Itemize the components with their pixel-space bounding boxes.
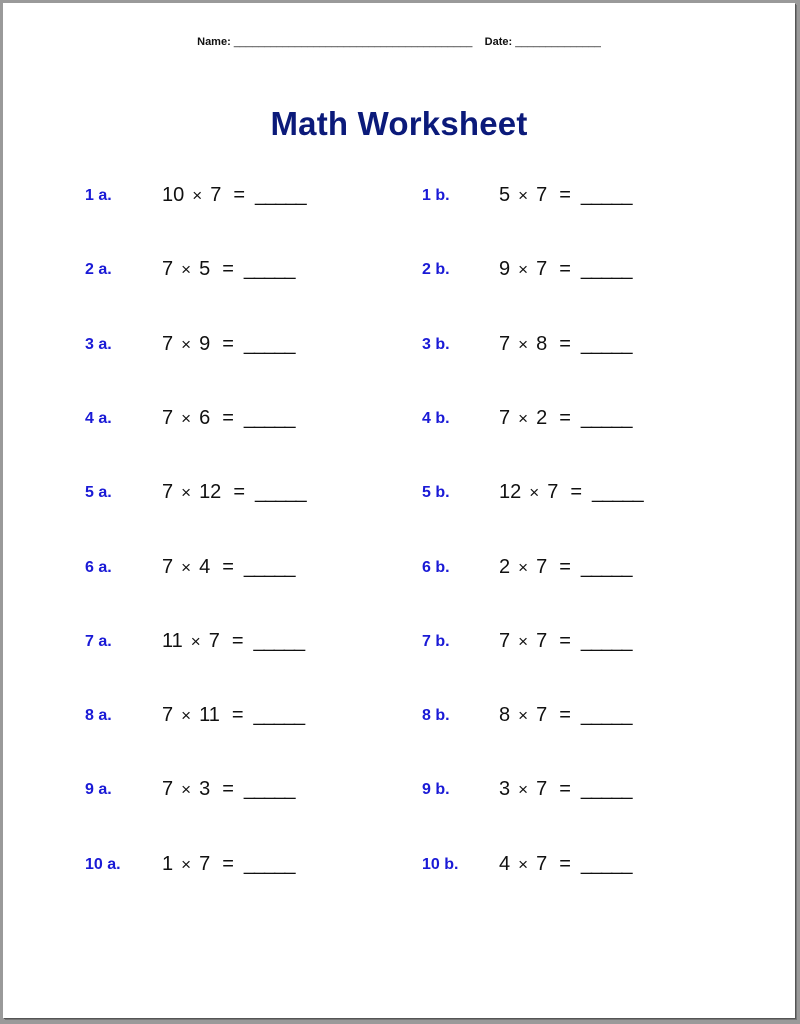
problem-label: 4 b.: [422, 410, 450, 427]
times-sign: ×: [518, 780, 529, 799]
equals-sign: =: [559, 556, 571, 578]
problem-expression: [499, 556, 632, 579]
times-sign: ×: [518, 260, 529, 279]
problem-expression: [162, 630, 304, 653]
times-sign: ×: [518, 855, 529, 874]
problem-expression: [162, 407, 295, 430]
times-sign: ×: [181, 483, 192, 502]
equals-sign: =: [233, 184, 245, 206]
answer-blank: _____: [255, 184, 306, 206]
equals-sign: =: [222, 258, 234, 280]
equals-sign: =: [222, 556, 234, 578]
answer-blank: _____: [580, 778, 632, 800]
answer-blank: _____: [255, 481, 306, 503]
times-sign: ×: [181, 855, 192, 874]
problem-expression: [499, 630, 632, 653]
header-line: [3, 36, 795, 48]
problem-expression: [162, 184, 306, 207]
left-operand: 7: [162, 407, 174, 429]
right-operand: 5: [199, 258, 211, 280]
right-operand: 7: [199, 853, 211, 875]
right-operand: 7: [208, 630, 220, 652]
answer-blank: _____: [580, 630, 632, 652]
right-operand: 7: [536, 630, 548, 652]
problem-expression: [162, 258, 295, 281]
problem-label: 7 a.: [85, 633, 112, 650]
left-operand: 8: [499, 704, 511, 726]
left-operand: 7: [499, 630, 511, 652]
problem-label: 7 b.: [422, 633, 450, 650]
problem-expression: [499, 481, 643, 504]
equals-sign: =: [222, 853, 234, 875]
equals-sign: =: [222, 778, 234, 800]
right-operand: 9: [199, 333, 211, 355]
problem-label: 9 a.: [85, 781, 112, 798]
answer-blank: _____: [580, 556, 632, 578]
left-operand: 10: [162, 184, 185, 206]
equals-sign: =: [222, 407, 234, 429]
answer-blank: _____: [592, 481, 643, 503]
right-operand: 4: [199, 556, 211, 578]
times-sign: ×: [181, 780, 192, 799]
right-operand: 3: [199, 778, 211, 800]
right-operand: 7: [536, 704, 548, 726]
problem-label: 2 b.: [422, 261, 450, 278]
equals-sign: =: [231, 704, 244, 726]
answer-blank: _____: [580, 258, 632, 280]
times-sign: ×: [529, 483, 540, 502]
left-operand: 7: [162, 778, 174, 800]
times-sign: ×: [181, 558, 192, 577]
right-operand: 7: [536, 556, 548, 578]
answer-blank: _____: [243, 778, 295, 800]
problem-label: 8 a.: [85, 707, 112, 724]
problem-expression: [499, 333, 632, 356]
right-operand: 7: [536, 778, 548, 800]
times-sign: ×: [192, 186, 203, 205]
times-sign: ×: [518, 186, 529, 205]
equals-sign: =: [559, 184, 571, 206]
times-sign: ×: [190, 632, 201, 651]
times-sign: ×: [518, 706, 529, 725]
equals-sign: =: [559, 853, 571, 875]
name-blank: _______________________________________: [233, 36, 473, 48]
times-sign: ×: [181, 706, 192, 725]
times-sign: ×: [181, 409, 192, 428]
answer-blank: _____: [580, 184, 632, 206]
problem-label: 10 a.: [85, 856, 121, 873]
page-title: Math Worksheet: [270, 105, 528, 142]
left-operand: 7: [499, 407, 511, 429]
right-operand: 11: [199, 704, 220, 726]
right-operand: 7: [536, 258, 548, 280]
problem-expression: [162, 853, 295, 876]
problem-expression: [162, 481, 306, 504]
right-operand: 8: [536, 333, 548, 355]
answer-blank: _____: [580, 333, 632, 355]
equals-sign: =: [559, 630, 571, 652]
times-sign: ×: [181, 260, 192, 279]
problem-expression: [499, 407, 632, 430]
problem-expression: [162, 704, 304, 727]
date-blank: ______________: [515, 36, 601, 48]
answer-blank: _____: [580, 704, 632, 726]
problem-expression: [499, 184, 632, 207]
date-label: Date:: [484, 36, 513, 48]
left-operand: 7: [162, 556, 174, 578]
problem-label: 3 a.: [85, 336, 112, 353]
left-operand: 7: [162, 704, 174, 726]
times-sign: ×: [518, 558, 529, 577]
problem-expression: [499, 853, 632, 876]
equals-sign: =: [570, 481, 582, 503]
equals-sign: =: [559, 704, 571, 726]
equals-sign: =: [222, 333, 234, 355]
left-operand: 7: [499, 333, 511, 355]
problem-label: 5 b.: [422, 484, 450, 501]
answer-blank: _____: [243, 333, 295, 355]
times-sign: ×: [518, 335, 529, 354]
right-operand: 7: [547, 481, 559, 503]
problem-label: 10 b.: [422, 856, 459, 873]
equals-sign: =: [559, 407, 571, 429]
left-operand: 11: [162, 630, 183, 652]
times-sign: ×: [518, 409, 529, 428]
name-label: Name:: [197, 36, 231, 48]
problem-expression: [499, 778, 632, 801]
problem-label: 8 b.: [422, 707, 450, 724]
problem-expression: [162, 778, 295, 801]
problem-label: 1 b.: [422, 187, 450, 204]
equals-sign: =: [559, 333, 571, 355]
problem-label: 3 b.: [422, 336, 450, 353]
right-operand: 7: [536, 853, 548, 875]
left-operand: 7: [162, 333, 174, 355]
left-operand: 7: [162, 258, 174, 280]
times-sign: ×: [518, 632, 529, 651]
problem-expression: [162, 333, 295, 356]
right-operand: 7: [210, 184, 222, 206]
answer-blank: _____: [253, 630, 305, 652]
left-operand: 12: [499, 481, 522, 503]
problem-expression: [499, 704, 632, 727]
times-sign: ×: [181, 335, 192, 354]
left-operand: 2: [499, 556, 511, 578]
left-operand: 1: [162, 853, 174, 875]
right-operand: 6: [199, 407, 211, 429]
answer-blank: _____: [243, 556, 295, 578]
problem-label: 6 a.: [85, 559, 112, 576]
right-operand: 2: [536, 407, 548, 429]
left-operand: 7: [162, 481, 174, 503]
left-operand: 9: [499, 258, 511, 280]
equals-sign: =: [559, 258, 571, 280]
right-operand: 7: [536, 184, 548, 206]
equals-sign: =: [233, 481, 245, 503]
answer-blank: _____: [580, 407, 632, 429]
problem-expression: [499, 258, 632, 281]
answer-blank: _____: [243, 853, 295, 875]
problem-label: 1 a.: [85, 187, 112, 204]
answer-blank: _____: [253, 704, 305, 726]
problem-label: 4 a.: [85, 410, 112, 427]
right-operand: 12: [199, 481, 222, 503]
problem-label: 2 a.: [85, 261, 112, 278]
equals-sign: =: [231, 630, 244, 652]
problem-expression: [162, 556, 295, 579]
answer-blank: _____: [243, 407, 295, 429]
left-operand: 4: [499, 853, 511, 875]
equals-sign: =: [559, 778, 571, 800]
problem-label: 9 b.: [422, 781, 450, 798]
problem-label: 6 b.: [422, 559, 450, 576]
worksheet-page: [3, 3, 795, 1018]
left-operand: 5: [499, 184, 511, 206]
problem-label: 5 a.: [85, 484, 112, 501]
answer-blank: _____: [580, 853, 632, 875]
answer-blank: _____: [243, 258, 295, 280]
left-operand: 3: [499, 778, 511, 800]
